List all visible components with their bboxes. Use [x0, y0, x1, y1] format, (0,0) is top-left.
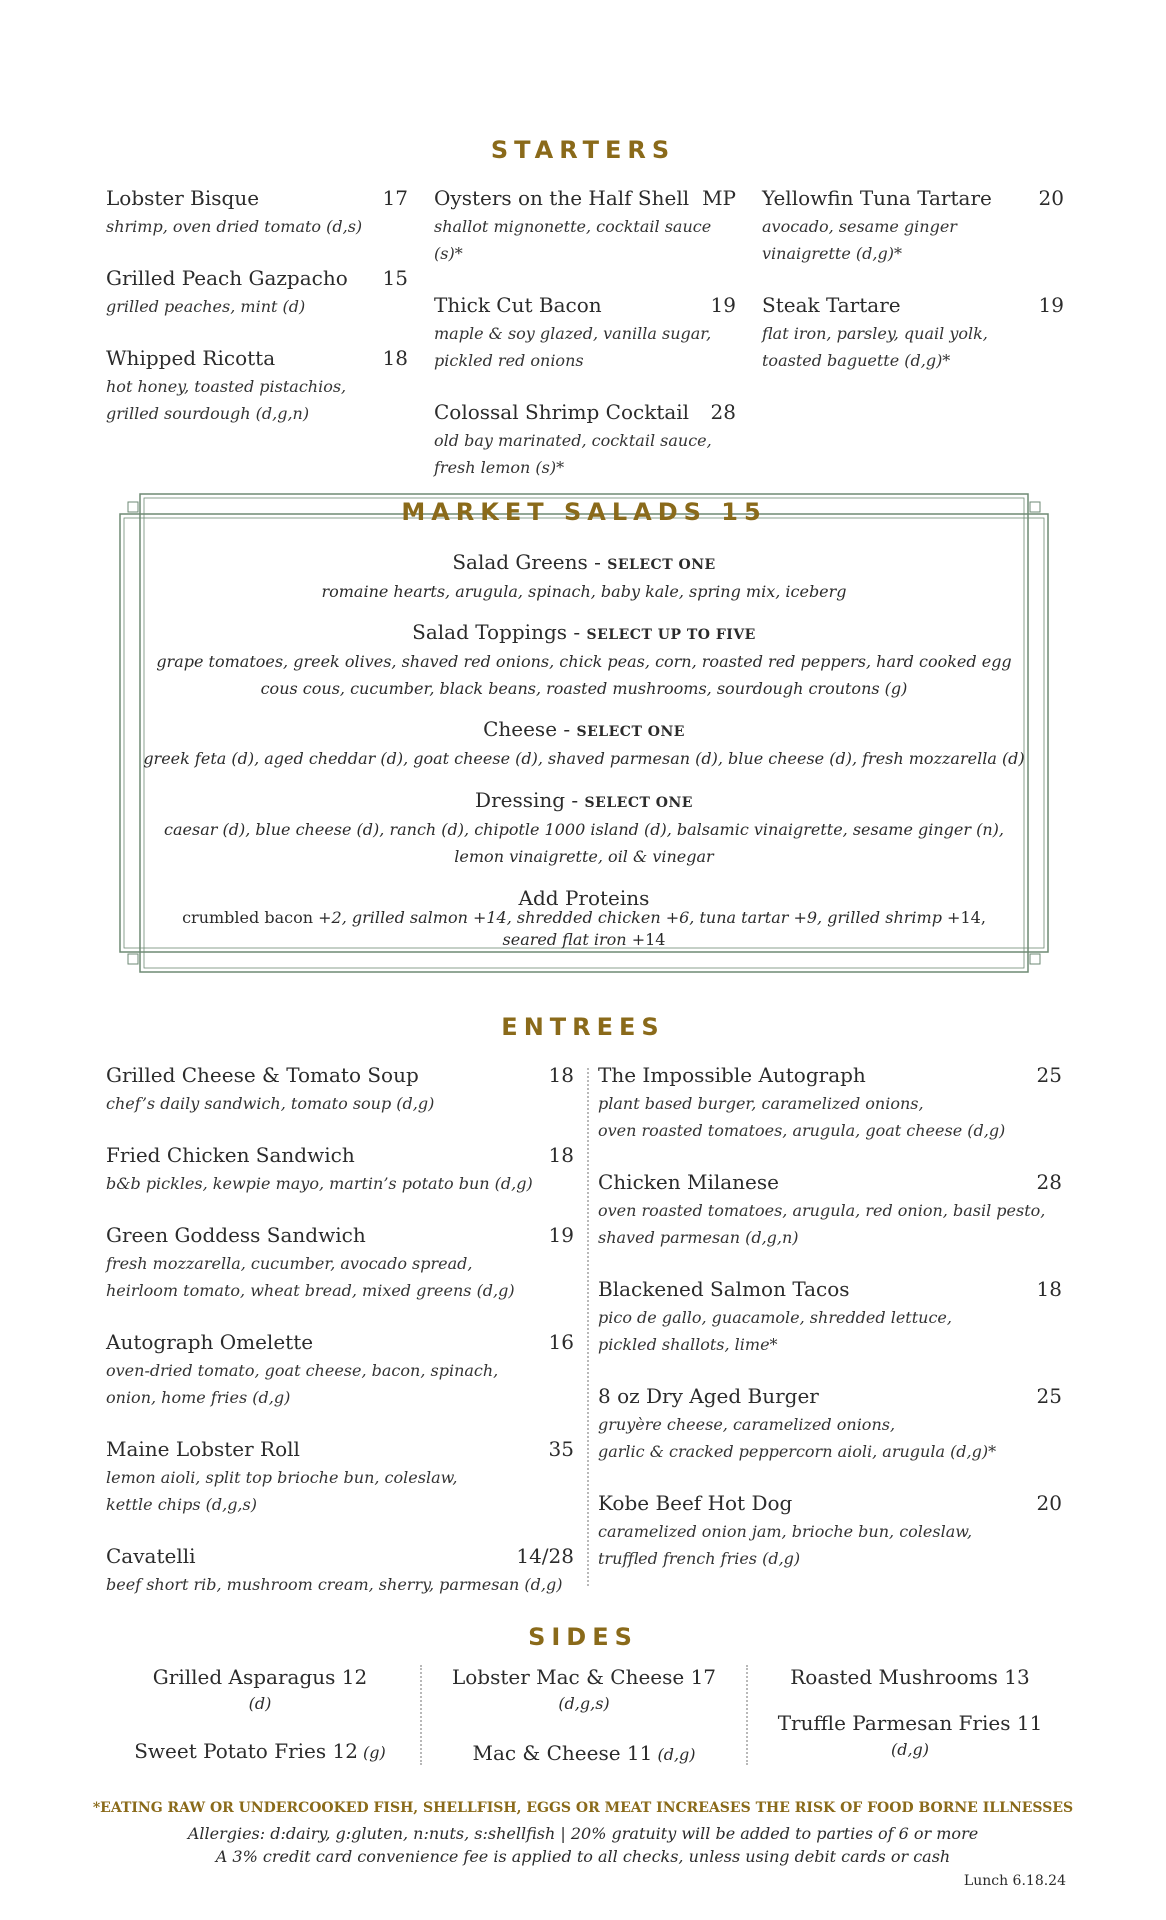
menu-item-name: Cavatelli [106, 1544, 196, 1568]
menu-item-description: caramelized onion jam, brioche bun, coleslaw, [598, 1522, 973, 1541]
salad-proteins-heading: Add Proteins [518, 886, 650, 910]
salad-proteins-list-1: crumbled bacon +2, grilled salmon +14, shredded chicken +6, tuna tartar +9, grilled shrimp +14, [182, 908, 986, 927]
menu-item-price: 20 [1036, 1491, 1062, 1515]
menu-item-header [762, 183, 1064, 213]
menu-item-description: toasted baguette (d,g)* [762, 351, 951, 370]
menu-item-name: Thick Cut Bacon [434, 293, 602, 317]
menu-item-description: old bay marinated, cocktail sauce, [434, 431, 712, 450]
raw-food-warning: *EATING RAW OR UNDERCOOKED FISH, SHELLFISH, EGGS OR MEAT INCREASES THE RISK OF FOOD BORNE ILLNESSES [92, 1800, 1074, 1816]
menu-item-header [598, 1488, 1062, 1518]
side-mac-cheese: Mac & Cheese 11 (d,g) [472, 1741, 696, 1765]
menu-item-name: Kobe Beef Hot Dog [598, 1491, 793, 1515]
menu-item-header [598, 1274, 1062, 1304]
menu-item [598, 1167, 1062, 1251]
menu-item-price: 28 [1036, 1170, 1062, 1194]
salad-proteins-list-2: seared flat iron +14 [502, 930, 666, 949]
salad-dressing-heading: Dressing - SELECT ONE [475, 788, 693, 812]
menu-item-description: garlic & cracked peppercorn aioli, arugula (d,g)* [598, 1442, 997, 1461]
entrees-left-column [106, 1060, 574, 1621]
menu-item-header [106, 343, 408, 373]
sides-column-1 [110, 1662, 410, 1766]
side-truffle-parmesan-fries-tags: (d,g) [890, 1740, 930, 1759]
menu-item-header [106, 263, 408, 293]
menu-item-description: pico de gallo, guacamole, shredded lettuce, [598, 1308, 952, 1327]
menu-item-description: hot honey, toasted pistachios, [106, 377, 347, 396]
side-lobster-mac-cheese-tags: (d,g,s) [558, 1694, 610, 1713]
entrees-right-column [598, 1060, 1062, 1595]
menu-item [106, 343, 408, 427]
menu-item [106, 183, 408, 240]
menu-item-description: grilled sourdough (d,g,n) [106, 404, 310, 423]
menu-item [598, 1488, 1062, 1572]
menu-item [106, 1327, 574, 1411]
menu-item [106, 1220, 574, 1304]
menu-item-header [434, 183, 736, 213]
menu-item-description: pickled red onions [434, 351, 584, 370]
entrees-title: ENTREES [501, 1013, 665, 1041]
menu-item-price: 19 [1038, 293, 1064, 317]
menu-item [434, 290, 736, 374]
menu-item-header [106, 1434, 574, 1464]
menu-item-name: Blackened Salmon Tacos [598, 1277, 850, 1301]
menu-item [598, 1381, 1062, 1465]
menu-item-header [598, 1060, 1062, 1090]
menu-item-description: lemon aioli, split top brioche bun, coleslaw, [106, 1468, 458, 1487]
menu-item [106, 1541, 574, 1598]
menu-item-header [598, 1167, 1062, 1197]
market-salads-box [118, 492, 1050, 974]
sides-divider-1 [420, 1665, 422, 1765]
menu-item-header [106, 1327, 574, 1357]
menu-item-price: 17 [382, 186, 408, 210]
menu-item-description: fresh lemon (s)* [434, 458, 565, 477]
menu-item-name: Grilled Peach Gazpacho [106, 266, 348, 290]
menu-item [762, 183, 1064, 267]
menu-item-description: grilled peaches, mint (d) [106, 297, 306, 316]
menu-item-price: 25 [1036, 1384, 1062, 1408]
menu-item-name: Oysters on the Half Shell [434, 186, 690, 210]
card-fee-note: A 3% credit card convenience fee is applied to all checks, unless using debit cards or cash [215, 1847, 951, 1866]
side-lobster-mac-cheese: Lobster Mac & Cheese 17 [451, 1665, 717, 1689]
menu-item-price: 18 [548, 1143, 574, 1167]
side-grilled-asparagus-tags: (d) [248, 1694, 272, 1713]
sides-column-2 [432, 1662, 736, 1768]
menu-item-name: Autograph Omelette [106, 1330, 314, 1354]
allergies-note: Allergies: d:dairy, g:gluten, n:nuts, s:shellfish | 20% gratuity will be added to parties of 6 or more [187, 1824, 979, 1843]
menu-item-header [106, 1541, 574, 1571]
menu-item [106, 1434, 574, 1518]
menu-item-name: Lobster Bisque [106, 186, 260, 210]
menu-item-description: shrimp, oven dried tomato (d,s) [106, 217, 363, 236]
menu-item [598, 1274, 1062, 1358]
menu-item-name: Whipped Ricotta [106, 346, 276, 370]
menu-item-header [434, 397, 736, 427]
menu-item-name: Steak Tartare [762, 293, 901, 317]
menu-item-description: shallot mignonette, cocktail sauce (s)* [434, 217, 712, 263]
menu-item-header [106, 1060, 574, 1090]
side-truffle-parmesan-fries: Truffle Parmesan Fries 11 [777, 1711, 1043, 1735]
menu-item-description: maple & soy glazed, vanilla sugar, [434, 324, 712, 343]
menu-item-price: 19 [548, 1223, 574, 1247]
menu-item-name: Maine Lobster Roll [106, 1437, 300, 1461]
menu-item-description: kettle chips (d,g,s) [106, 1495, 257, 1514]
menu-item-description: oven roasted tomatoes, arugula, red onion, basil pesto, [598, 1201, 1046, 1220]
menu-item-price: 14/28 [516, 1544, 574, 1568]
menu-item-name: 8 oz Dry Aged Burger [598, 1384, 819, 1408]
menu-item-price: 18 [1036, 1277, 1062, 1301]
menu-item-header [106, 1220, 574, 1250]
menu-item [434, 183, 736, 267]
menu-item-price: 35 [548, 1437, 574, 1461]
menu-item-description: oven roasted tomatoes, arugula, goat cheese (d,g) [598, 1121, 1006, 1140]
menu-item-name: Green Goddess Sandwich [106, 1223, 366, 1247]
menu-item [106, 1060, 574, 1117]
menu-item-price: 28 [710, 400, 736, 424]
menu-item-price: 18 [382, 346, 408, 370]
menu-item-description: b&b pickles, kewpie mayo, martin’s potato bun (d,g) [106, 1174, 533, 1193]
salad-dressing-list-1: caesar (d), blue cheese (d), ranch (d), chipotle 1000 island (d), balsamic vinaigrette, sesame ginger (n), [164, 820, 1004, 839]
menu-item-price: 16 [548, 1330, 574, 1354]
side-roasted-mushrooms: Roasted Mushrooms 13 [790, 1665, 1030, 1689]
salad-greens-list: romaine hearts, arugula, spinach, baby kale, spring mix, iceberg [321, 582, 847, 601]
salad-toppings-list-1: grape tomatoes, greek olives, shaved red onions, chick peas, corn, roasted red peppers, hard cooked egg [156, 652, 1012, 671]
menu-item-price: 19 [710, 293, 736, 317]
menu-item [106, 1140, 574, 1197]
menu-item-description: flat iron, parsley, quail yolk, [762, 324, 988, 343]
menu-item-name: Grilled Cheese & Tomato Soup [106, 1063, 419, 1087]
sides-title: SIDES [528, 1623, 638, 1651]
starters-column [762, 183, 1064, 397]
menu-item-description: beef short rib, mushroom cream, sherry, parmesan (d,g) [106, 1575, 563, 1594]
menu-item-description: gruyère cheese, caramelized onions, [598, 1415, 896, 1434]
menu-item-description: oven-dried tomato, goat cheese, bacon, spinach, [106, 1361, 499, 1380]
salad-cheese-list: greek feta (d), aged cheddar (d), goat cheese (d), shaved parmesan (d), blue cheese (d), fresh mozzarella (d) [143, 749, 1025, 768]
menu-item-name: Colossal Shrimp Cocktail [434, 400, 690, 424]
sides-divider-2 [746, 1665, 748, 1765]
menu-item-description: shaved parmesan (d,g,n) [598, 1228, 799, 1247]
menu-item [762, 290, 1064, 374]
menu-item-price: 20 [1038, 186, 1064, 210]
menu-item-description: fresh mozzarella, cucumber, avocado spread, [106, 1254, 473, 1273]
side-grilled-asparagus: Grilled Asparagus 12 [152, 1665, 368, 1689]
menu-item-header [762, 290, 1064, 320]
starters-column [434, 183, 736, 504]
menu-item-description: pickled shallots, lime* [598, 1335, 778, 1354]
menu-item-description: avocado, sesame ginger [762, 217, 957, 236]
salad-toppings-list-2: cous cous, cucumber, black beans, roasted mushrooms, sourdough croutons (g) [260, 679, 908, 698]
menu-item-price: 15 [382, 266, 408, 290]
menu-item-name: Fried Chicken Sandwich [106, 1143, 355, 1167]
menu-item-header [598, 1381, 1062, 1411]
sides-column-3 [756, 1662, 1064, 1762]
menu-item-description: heirloom tomato, wheat bread, mixed greens (d,g) [106, 1281, 515, 1300]
salad-toppings-heading: Salad Toppings - SELECT UP TO FIVE [412, 620, 756, 644]
side-sweet-potato-fries: Sweet Potato Fries 12 (g) [134, 1739, 386, 1763]
menu-item-price: 25 [1036, 1063, 1062, 1087]
menu-item [434, 397, 736, 481]
salads-title: MARKET SALADS 15 [401, 498, 767, 526]
entrees-divider [587, 1068, 589, 1586]
menu-item-description: onion, home fries (d,g) [106, 1388, 291, 1407]
menu-item-name: Chicken Milanese [598, 1170, 779, 1194]
menu-version: Lunch 6.18.24 [963, 1873, 1066, 1889]
menu-item-description: plant based burger, caramelized onions, [598, 1094, 924, 1113]
menu-item-price: MP [702, 186, 736, 210]
menu-item [106, 263, 408, 320]
menu-item-name: The Impossible Autograph [598, 1063, 866, 1087]
menu-item-header [106, 1140, 574, 1170]
menu-item-header [434, 290, 736, 320]
salad-greens-heading: Salad Greens - SELECT ONE [452, 550, 716, 574]
starters-column [106, 183, 408, 450]
menu-item-description: chef’s daily sandwich, tomato soup (d,g) [106, 1094, 435, 1113]
menu-item-description: truffled french fries (d,g) [598, 1549, 801, 1568]
menu-item-price: 18 [548, 1063, 574, 1087]
menu-item-header [106, 183, 408, 213]
menu-item [598, 1060, 1062, 1144]
salad-dressing-list-2: lemon vinaigrette, oil & vinegar [454, 847, 714, 866]
menu-item-description: vinaigrette (d,g)* [762, 244, 902, 263]
menu-item-name: Yellowfin Tuna Tartare [762, 186, 992, 210]
starters-title: STARTERS [490, 136, 676, 164]
salad-cheese-heading: Cheese - SELECT ONE [483, 717, 685, 741]
